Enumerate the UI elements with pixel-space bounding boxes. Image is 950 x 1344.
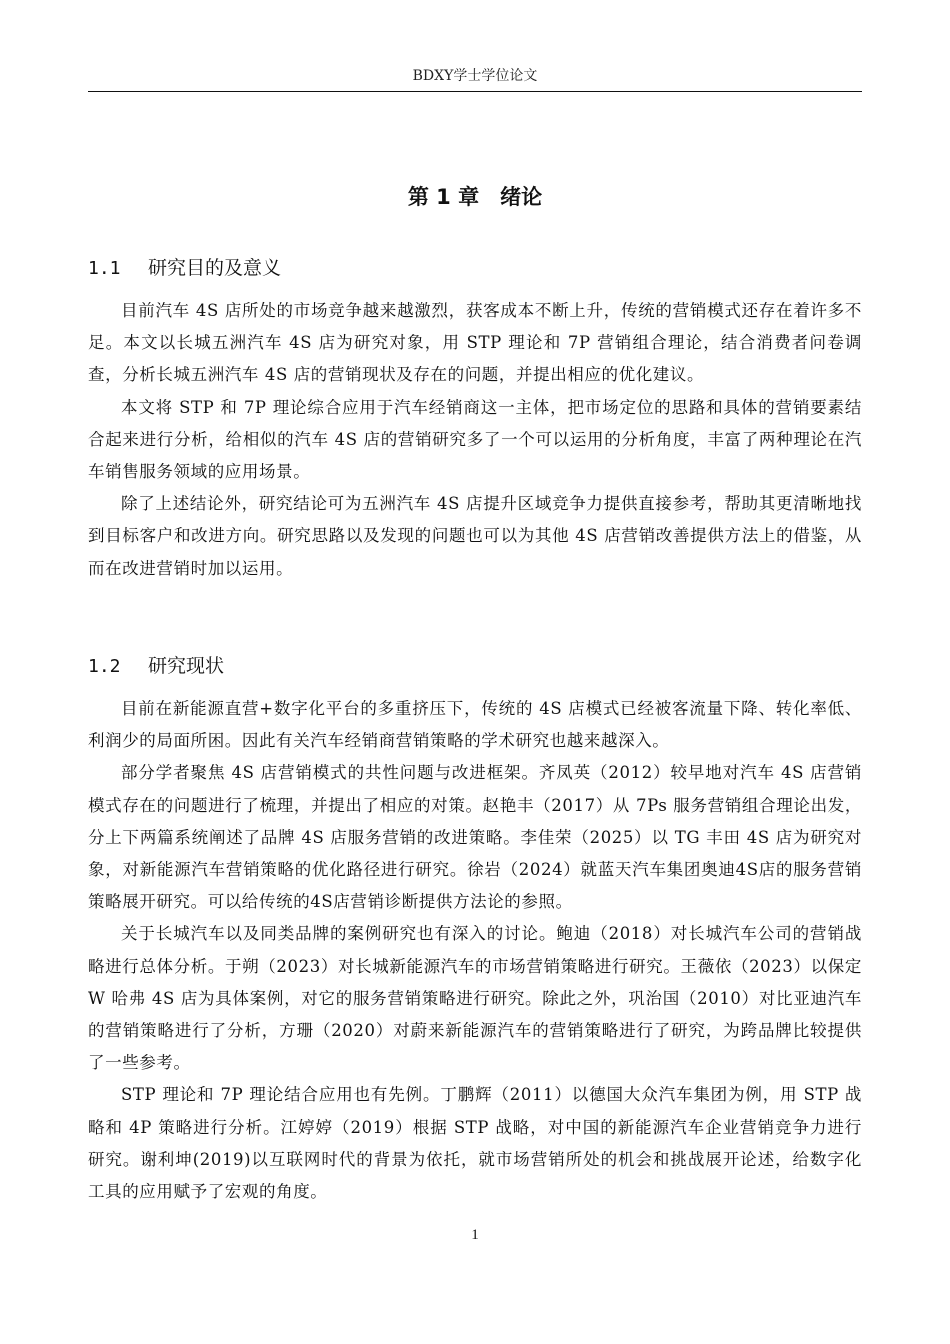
- section-body-1-1: [88, 295, 862, 585]
- section-number: 1.1: [88, 258, 121, 279]
- section-number: 1.2: [88, 656, 121, 677]
- paragraph: 部分学者聚焦 4S 店营销模式的共性问题与改进框架。齐凤英（2012）较早地对汽车 4S 店营销模式存在的问题进行了梳理，并提出了相应的对策。赵艳丰（2017）从 7Ps 服务营销组合理论出发，分上下两篇系统阐述了品牌 4S 店服务营销的改进策略。李佳荣（2025）以 TG 丰田 4S 店为研究对象，对新能源汽车营销策略的优化路径进行研究。徐岩（2024）就蓝天汽车集团奥迪4S店的服务营销策略展开研究。可以给传统的4S店营销诊断提供方法论的参照。: [88, 763, 862, 912]
- paragraph: 关于长城汽车以及同类品牌的案例研究也有深入的讨论。鲍迪（2018）对长城汽车公司的营销战略进行总体分析。于朔（2023）对长城新能源汽车的市场营销策略进行研究。王薇依（2023）以保定 W 哈弗 4S 店为具体案例，对它的服务营销策略进行研究。除此之外，巩治国（2010）对比亚迪汽车的营销策略进行了分析，方珊（2020）对蔚来新能源汽车的营销策略进行了研究，为跨品牌比较提供了一些参考。: [88, 924, 862, 1073]
- page-number: 1: [471, 1227, 479, 1243]
- section-title: 研究目的及意义: [148, 257, 282, 279]
- section-title: 研究现状: [148, 655, 225, 677]
- chapter-title: 第 1 章 绪论: [407, 185, 543, 209]
- header-rule: [88, 91, 862, 92]
- paragraph: 目前在新能源直营+数字化平台的多重挤压下，传统的 4S 店模式已经被客流量下降、转化率低、利润少的局面所困。因此有关汽车经销商营销策略的学术研究也越来越深入。: [88, 699, 862, 751]
- paragraph: 目前汽车 4S 店所处的市场竞争越来越激烈，获客成本不断上升，传统的营销模式还存在着许多不足。本文以长城五洲汽车 4S 店为研究对象，用 STP 理论和 7P 营销组合理论，结合消费者问卷调查，分析长城五洲汽车 4S 店的营销现状及存在的问题，并提出相应的优化建议。: [88, 301, 862, 385]
- section-heading-1-2: [88, 652, 862, 681]
- paragraph: 除了上述结论外，研究结论可为五洲汽车 4S 店提升区域竞争力提供直接参考，帮助其更清晰地找到目标客户和改进方向。研究思路以及发现的问题也可以为其他 4S 店营销改善提供方法上的借鉴，从而在改进营销时加以运用。: [88, 494, 862, 578]
- section-heading-1-1: [88, 254, 862, 283]
- paragraph: 本文将 STP 和 7P 理论综合应用于汽车经销商这一主体，把市场定位的思路和具体的营销要素结合起来进行分析，给相似的汽车 4S 店的营销研究多了一个可以运用的分析角度，丰富了两种理论在汽车销售服务领域的应用场景。: [88, 397, 862, 482]
- paragraph: STP 理论和 7P 理论结合应用也有先例。丁鹏辉（2011）以德国大众汽车集团为例，用 STP 战略和 4P 策略进行分析。江婷婷（2019）根据 STP 战略，对中国的新能源汽车企业营销竞争力进行研究。谢利坤(2019)以互联网时代的背景为依托，就市场营销所处的机会和挑战展开论述，给数字化工具的应用赋予了宏观的角度。: [88, 1085, 862, 1202]
- section-body-1-2: [88, 693, 862, 1208]
- running-header: BDXY学士学位论文: [412, 68, 538, 84]
